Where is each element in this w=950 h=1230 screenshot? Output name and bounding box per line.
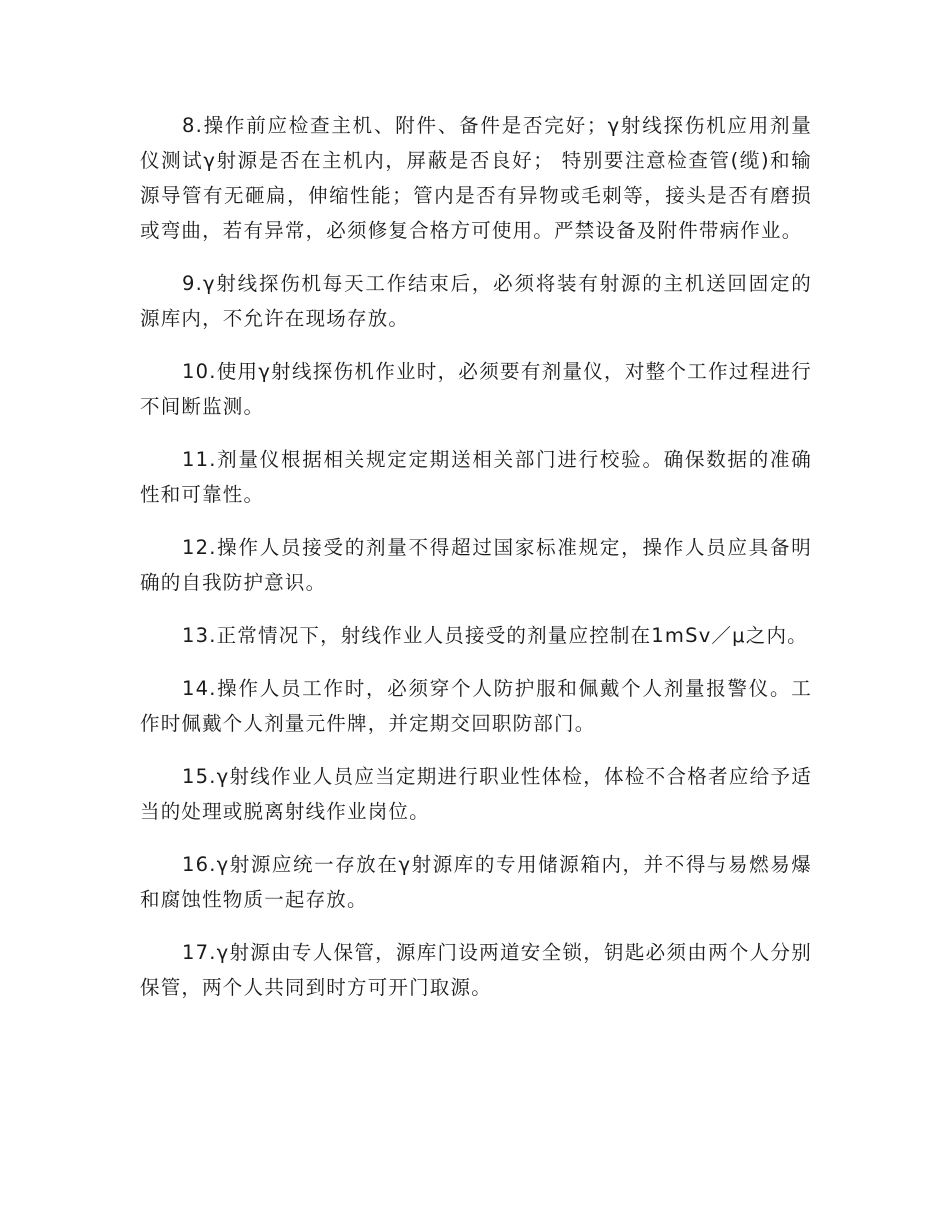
paragraph-8: 8.操作前应检查主机、附件、备件是否完好；γ射线探伤机应用剂量仪测试γ射源是否在主机内，屏蔽是否良好； 特别要注意检查管(缆)和输源导管有无砸扁，伸缩性能；管内是否有异物或毛刺等，接头是否有磨损或弯曲，若有异常，必须修复合格方可使用。严禁设备及附件带病作业。 — [140, 114, 812, 242]
paragraph-15: 15.γ射线作业人员应当定期进行职业性体检，体检不合格者应给予适当的处理或脱离射线作业岗位。 — [140, 765, 812, 823]
document-body — [140, 108, 812, 1023]
paragraph-13: 13.正常情况下，射线作业人员接受的剂量应控制在1mSv／μ之内。 — [182, 624, 808, 647]
paragraph-14: 14.操作人员工作时，必须穿个人防护服和佩戴个人剂量报警仪。工作时佩戴个人剂量元件牌，并定期交回职防部门。 — [140, 677, 812, 735]
paragraph-12: 12.操作人员接受的剂量不得超过国家标准规定，操作人员应具备明确的自我防护意识。 — [140, 536, 812, 594]
paragraph-16: 16.γ射源应统一存放在γ射源库的专用储源箱内，并不得与易燃易爆和腐蚀性物质一起存放。 — [140, 853, 812, 911]
paragraph-10: 10.使用γ射线探伤机作业时，必须要有剂量仪，对整个工作过程进行不间断监测。 — [140, 360, 812, 418]
paragraph-9: 9.γ射线探伤机每天工作结束后，必须将装有射源的主机送回固定的源库内，不允许在现场存放。 — [140, 272, 812, 330]
paragraph-17: 17.γ射源由专人保管，源库门设两道安全锁，钥匙必须由两个人分别保管，两个人共同到时方可开门取源。 — [140, 941, 812, 999]
paragraph-11: 11.剂量仪根据相关规定定期送相关部门进行校验。确保数据的准确性和可靠性。 — [140, 448, 812, 506]
